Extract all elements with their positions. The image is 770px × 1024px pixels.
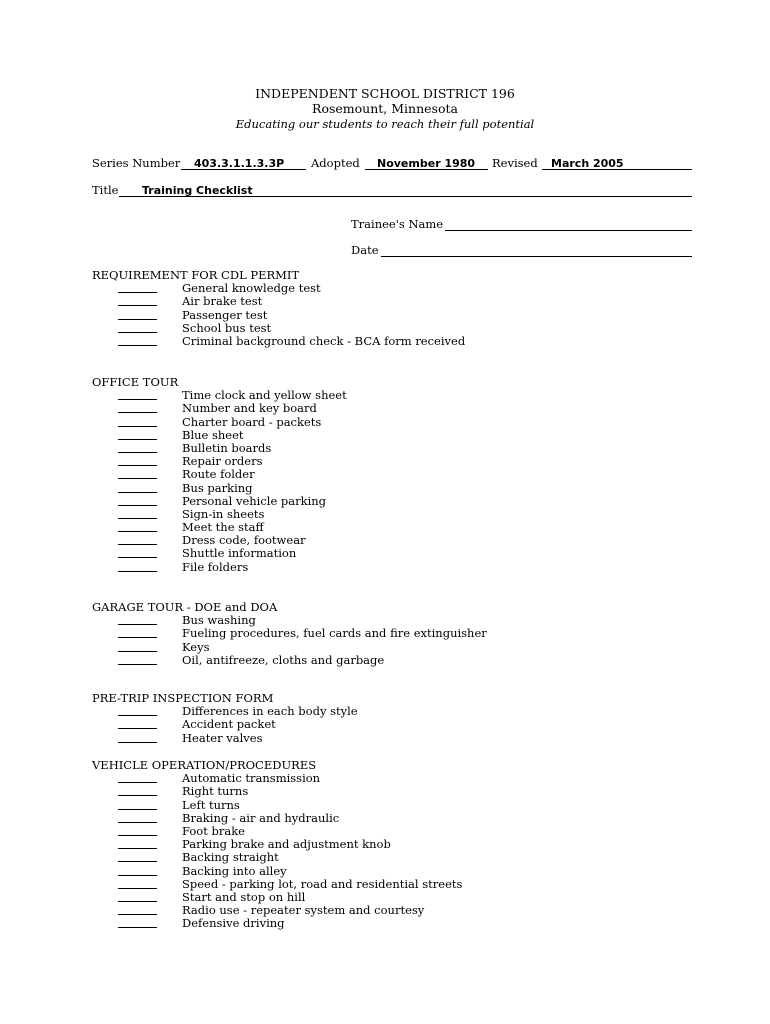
item-label: Left turns bbox=[182, 797, 240, 812]
check-blank[interactable] bbox=[118, 544, 157, 545]
item-label: Sign-in sheets bbox=[182, 506, 265, 521]
checklist-item bbox=[92, 468, 692, 481]
item-label: Start and stop on hill bbox=[182, 889, 306, 904]
item-label: Parking brake and adjustment knob bbox=[182, 837, 391, 852]
section-title: PRE-TRIP INSPECTION FORM bbox=[92, 691, 274, 705]
check-blank[interactable] bbox=[118, 492, 157, 493]
check-blank[interactable] bbox=[118, 927, 157, 928]
check-blank[interactable] bbox=[118, 742, 157, 743]
checklist-item bbox=[92, 654, 692, 667]
checklist-item bbox=[92, 547, 692, 560]
section-pre-trip-inspection bbox=[92, 692, 692, 745]
item-label: Bulletin boards bbox=[182, 440, 272, 455]
checklist-item bbox=[92, 799, 692, 812]
checklist-item bbox=[92, 495, 692, 508]
check-blank[interactable] bbox=[118, 465, 157, 466]
series-number-value: 403.3.1.1.3.3P bbox=[194, 157, 285, 170]
item-label: Charter board - packets bbox=[182, 414, 322, 429]
check-blank[interactable] bbox=[118, 412, 157, 413]
checklist-item bbox=[92, 309, 692, 322]
item-label: Automatic transmission bbox=[182, 771, 321, 786]
checklist-item bbox=[92, 482, 692, 495]
checklist-item bbox=[92, 322, 692, 335]
date-label: Date bbox=[351, 243, 379, 257]
check-blank[interactable] bbox=[118, 319, 157, 320]
checklist-item bbox=[92, 917, 692, 930]
checklist-item bbox=[92, 851, 692, 864]
trainee-name-field[interactable] bbox=[445, 230, 692, 231]
item-label: Defensive driving bbox=[182, 916, 285, 931]
checklist-item bbox=[92, 416, 692, 429]
item-label: Fueling procedures, fuel cards and fire extinguisher bbox=[182, 626, 487, 641]
item-label: Radio use - repeater system and courtesy bbox=[182, 903, 425, 918]
series-row bbox=[92, 157, 692, 172]
item-label: Air brake test bbox=[182, 294, 263, 309]
check-blank[interactable] bbox=[118, 822, 157, 823]
check-blank[interactable] bbox=[118, 478, 157, 479]
checklist-item bbox=[92, 335, 692, 348]
item-label: Differences in each body style bbox=[182, 704, 358, 719]
check-blank[interactable] bbox=[118, 571, 157, 572]
checklist-item bbox=[92, 295, 692, 308]
check-blank[interactable] bbox=[118, 518, 157, 519]
check-blank[interactable] bbox=[118, 861, 157, 862]
district-name: INDEPENDENT SCHOOL DISTRICT 196 bbox=[255, 86, 515, 101]
check-blank[interactable] bbox=[118, 345, 157, 346]
item-label: Passenger test bbox=[182, 307, 268, 322]
check-blank[interactable] bbox=[118, 875, 157, 876]
adopted-label: Adopted bbox=[311, 156, 360, 170]
section-cdl-permit bbox=[92, 269, 692, 348]
check-blank[interactable] bbox=[118, 505, 157, 506]
checklist-item bbox=[92, 402, 692, 415]
revised-value: March 2005 bbox=[551, 157, 624, 170]
check-blank[interactable] bbox=[118, 728, 157, 729]
section-vehicle-operation bbox=[92, 759, 692, 930]
title-value: Training Checklist bbox=[142, 184, 253, 197]
item-label: File folders bbox=[182, 559, 249, 574]
check-blank[interactable] bbox=[118, 664, 157, 665]
check-blank[interactable] bbox=[118, 809, 157, 810]
item-label: General knowledge test bbox=[182, 281, 321, 296]
checklist-item bbox=[92, 561, 692, 574]
item-label: Foot brake bbox=[182, 823, 245, 838]
item-label: Backing straight bbox=[182, 850, 279, 865]
checklist-item bbox=[92, 718, 692, 731]
check-blank[interactable] bbox=[118, 426, 157, 427]
item-label: Time clock and yellow sheet bbox=[182, 388, 347, 403]
check-blank[interactable] bbox=[118, 848, 157, 849]
section-title: OFFICE TOUR bbox=[92, 375, 179, 389]
checklist-item bbox=[92, 627, 692, 640]
check-blank[interactable] bbox=[118, 292, 157, 293]
date-field[interactable] bbox=[381, 256, 692, 257]
checklist-item bbox=[92, 812, 692, 825]
adopted-value: November 1980 bbox=[377, 157, 476, 170]
checklist-item bbox=[92, 785, 692, 798]
item-label: Braking - air and hydraulic bbox=[182, 810, 340, 825]
checklist-item bbox=[92, 732, 692, 745]
check-blank[interactable] bbox=[118, 439, 157, 440]
checklist-item bbox=[92, 429, 692, 442]
item-label: Oil, antifreeze, cloths and garbage bbox=[182, 652, 385, 667]
check-blank[interactable] bbox=[118, 835, 157, 836]
check-blank[interactable] bbox=[118, 332, 157, 333]
check-blank[interactable] bbox=[118, 399, 157, 400]
item-label: Backing into alley bbox=[182, 863, 287, 878]
item-label: School bus test bbox=[182, 320, 272, 335]
check-blank[interactable] bbox=[118, 624, 157, 625]
check-blank[interactable] bbox=[118, 715, 157, 716]
district-location: Rosemount, Minnesota bbox=[312, 101, 458, 116]
revised-label: Revised bbox=[492, 156, 538, 170]
item-label: Bus parking bbox=[182, 480, 253, 495]
item-label: Criminal background check - BCA form received bbox=[182, 333, 466, 348]
check-blank[interactable] bbox=[118, 901, 157, 902]
check-blank[interactable] bbox=[118, 888, 157, 889]
item-label: Speed - parking lot, road and residential streets bbox=[182, 876, 463, 891]
check-blank[interactable] bbox=[118, 305, 157, 306]
item-label: Dress code, footwear bbox=[182, 533, 306, 548]
item-label: Blue sheet bbox=[182, 427, 244, 442]
title-label: Title bbox=[92, 183, 119, 197]
check-blank[interactable] bbox=[118, 531, 157, 532]
item-label: Bus washing bbox=[182, 613, 256, 628]
trainee-name-label: Trainee's Name bbox=[351, 217, 444, 231]
item-label: Heater valves bbox=[182, 730, 263, 745]
check-blank[interactable] bbox=[118, 452, 157, 453]
check-blank[interactable] bbox=[118, 557, 157, 558]
section-garage-tour bbox=[92, 601, 692, 667]
trainee-name-row bbox=[92, 218, 692, 233]
item-label: Right turns bbox=[182, 784, 249, 799]
title-row bbox=[92, 184, 692, 199]
item-label: Meet the staff bbox=[182, 520, 264, 535]
item-label: Repair orders bbox=[182, 454, 263, 469]
section-title: REQUIREMENT FOR CDL PERMIT bbox=[92, 268, 300, 282]
section-title: GARAGE TOUR - DOE and DOA bbox=[92, 600, 278, 614]
item-label: Personal vehicle parking bbox=[182, 493, 327, 508]
series-number-label: Series Number bbox=[92, 156, 181, 170]
district-motto: Educating our students to reach their full potential bbox=[235, 117, 535, 131]
date-row bbox=[92, 244, 692, 259]
section-title: VEHICLE OPERATION/PROCEDURES bbox=[92, 758, 317, 772]
check-blank[interactable] bbox=[118, 795, 157, 796]
checklist-item bbox=[92, 641, 692, 654]
item-label: Accident packet bbox=[182, 717, 276, 732]
item-label: Number and key board bbox=[182, 401, 317, 416]
checklist-item bbox=[92, 878, 692, 891]
section-office-tour bbox=[92, 376, 692, 574]
item-label: Shuttle information bbox=[182, 546, 297, 561]
check-blank[interactable] bbox=[118, 782, 157, 783]
check-blank[interactable] bbox=[118, 914, 157, 915]
item-label: Route folder bbox=[182, 467, 255, 482]
check-blank[interactable] bbox=[118, 651, 157, 652]
item-label: Keys bbox=[182, 639, 210, 654]
check-blank[interactable] bbox=[118, 637, 157, 638]
checklist-item bbox=[92, 865, 692, 878]
